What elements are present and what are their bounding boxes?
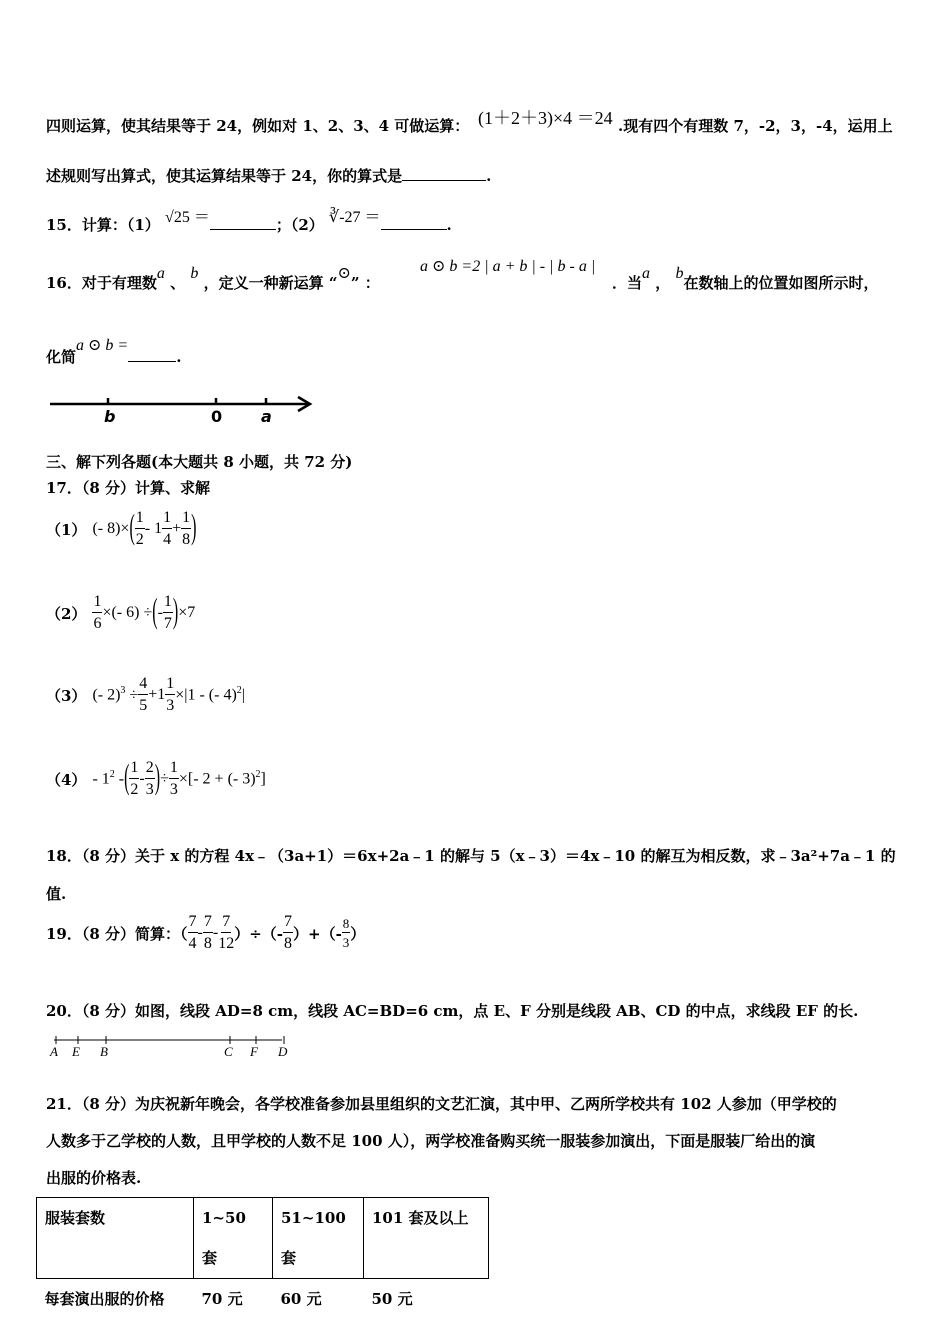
q14-line2 bbox=[46, 165, 491, 186]
point-label-D: D bbox=[278, 1044, 288, 1059]
q17-part2 bbox=[46, 594, 195, 632]
point-label-B: B bbox=[100, 1044, 108, 1059]
q19-end: ） bbox=[350, 924, 366, 943]
frac: $\frac{7}{12}$ bbox=[218, 913, 235, 952]
q20-text: 20．（8 分）如图，线段 AD=8 cm，线段 AC=BD=6 cm，点 E、F 分别是线段 AB、CD 的中点，求线段 EF 的长. bbox=[46, 1002, 859, 1020]
q19-label: 19．（8 分）简算：（ bbox=[46, 924, 188, 943]
var-a: a bbox=[156, 265, 165, 282]
odot-symbol: ⊙ bbox=[337, 265, 351, 282]
table-cell: 70 元 bbox=[201, 1290, 243, 1308]
frac: $\frac{1}{3}$ bbox=[169, 759, 178, 798]
q17-title: 17．（8 分）计算、求解 bbox=[46, 479, 211, 497]
close-paren: ) bbox=[154, 759, 161, 797]
q17-part4 bbox=[46, 760, 266, 798]
q16-line2 bbox=[46, 337, 182, 367]
price-table bbox=[36, 1197, 489, 1319]
plus-one: +1 bbox=[148, 686, 166, 703]
close-paren: ) bbox=[172, 593, 179, 631]
table-cell: 50 元 bbox=[371, 1290, 413, 1308]
table-cell: 60 元 bbox=[280, 1290, 322, 1308]
q16-dun: 、 bbox=[170, 274, 186, 292]
answer-blank[interactable] bbox=[128, 347, 176, 362]
q17-part1 bbox=[46, 510, 196, 548]
table-cell: 每套演出服的价格 bbox=[44, 1290, 165, 1308]
frac: $\frac{1}{8}$ bbox=[182, 509, 191, 548]
section-title: 三、解下列各题(本大题共 8 小题，共 72 分) bbox=[46, 453, 353, 471]
q16-comma: ， bbox=[655, 274, 671, 292]
q17-part3 bbox=[46, 676, 245, 714]
label-b: b bbox=[104, 407, 116, 426]
e1-mid: - 1 bbox=[144, 520, 163, 537]
e2-tail: ×7 bbox=[178, 604, 196, 621]
q14-line2-text: 述规则写出算式，使其运算结果等于 24，你的算式是 bbox=[46, 167, 403, 185]
e3-lead-group: (- 2)$^3$ ÷ bbox=[92, 685, 139, 704]
open-paren: ( bbox=[124, 759, 130, 797]
open-paren: ( bbox=[129, 509, 135, 547]
e3-tail-group: ×|1 - (- 4)$^2$| bbox=[175, 685, 245, 704]
e4-tail-group: ×[- 2 + (- 3)$^2$] bbox=[178, 769, 266, 788]
q16-label: 16．对于有理数 bbox=[46, 274, 157, 292]
q14-suffix: .现有四个有理数 7，-2，3，-4，运用上 bbox=[618, 117, 893, 135]
q14-example-expression: (1＋2＋3)×4 ＝24 bbox=[478, 108, 613, 128]
table-header-cell: 51~100 套 bbox=[273, 1198, 364, 1279]
table-row bbox=[37, 1279, 489, 1320]
answer-blank-1[interactable] bbox=[210, 215, 276, 230]
minus: - bbox=[139, 770, 145, 787]
q18-line1: 18．（8 分）关于 x 的方程 4x﹣（3a+1）＝6x+2a﹣1 的解与 5（x﹣3）＝4x﹣10 的解互为相反数，求﹣3a²+7a﹣1 的 bbox=[46, 847, 896, 865]
q16-period: . bbox=[176, 348, 182, 366]
q16-define-end: ” ： bbox=[350, 274, 380, 292]
e4-lead-group: - $1^2$ - bbox=[92, 769, 125, 788]
table-header-cell: 101 套及以上 bbox=[364, 1198, 489, 1279]
q19-mid2: ）+（- bbox=[293, 924, 342, 943]
e2-mid: ×(- 6) ÷ bbox=[102, 604, 153, 621]
frac: $\frac{4}{5}$ bbox=[139, 675, 148, 714]
table-header-cell: 1~50 套 bbox=[194, 1198, 273, 1279]
q14-prefix: 四则运算，使其结果等于 24，例如对 1、2、3、4 可做运算： bbox=[46, 117, 470, 135]
q16-define: ，定义一种新运算 “ bbox=[203, 274, 338, 292]
q18-line2: 值. bbox=[46, 885, 67, 903]
table-header-cell: 服装套数 bbox=[37, 1198, 194, 1279]
q16-formula: a ⊙ b =2 | a + b | - | b - a | bbox=[420, 258, 596, 275]
point-label-F: F bbox=[250, 1044, 258, 1059]
answer-blank[interactable] bbox=[402, 166, 486, 181]
q16-simplify: 化简 bbox=[46, 348, 77, 366]
table-row bbox=[37, 1198, 489, 1279]
var-b-2: b bbox=[675, 265, 684, 282]
var-a-2: a bbox=[642, 265, 651, 282]
part-label-3: （3） bbox=[46, 686, 87, 705]
frac: $\frac{8}{3}$ bbox=[342, 916, 350, 950]
e1-lead: (- 8)× bbox=[92, 520, 130, 537]
div: ÷ bbox=[160, 770, 169, 787]
q16-tail: 在数轴上的位置如图所示时， bbox=[683, 274, 879, 292]
minus: - bbox=[197, 924, 203, 941]
q19-mid: ）÷（- bbox=[234, 924, 283, 943]
q21-line1: 21．（8 分）为庆祝新年晚会，各学校准备参加县里组织的文艺汇演，其中甲、乙两所学校共有 102 人参加（甲学校的 bbox=[46, 1095, 837, 1113]
q15-label: 15．计算：（1） bbox=[46, 216, 160, 234]
q19 bbox=[46, 914, 365, 952]
part-label-1: （1） bbox=[46, 520, 87, 539]
neg: - bbox=[157, 604, 163, 621]
number-line bbox=[46, 390, 326, 426]
close-paren: ) bbox=[191, 509, 197, 547]
open-paren: ( bbox=[152, 593, 158, 631]
frac: $\frac{1}{6}$ bbox=[93, 593, 102, 632]
q16-line1 bbox=[46, 265, 380, 293]
q21-line2: 人数多于乙学校的人数，且甲学校的人数不足 100 人），两学校准备购买统一服装参加演出，下面是服装厂给出的演 bbox=[46, 1132, 816, 1150]
q14-line1 bbox=[46, 115, 469, 136]
q15-expr1: √25 ＝ bbox=[165, 209, 210, 226]
q15-expr2: ∛-27 ＝ bbox=[329, 209, 381, 226]
q16-when: ．当 bbox=[612, 274, 643, 292]
frac: $\frac{1}{4}$ bbox=[163, 509, 172, 548]
part-label-2: （2） bbox=[46, 604, 87, 623]
point-label-C: C bbox=[224, 1044, 233, 1059]
label-a: a bbox=[261, 407, 272, 426]
point-label-A: A bbox=[50, 1044, 58, 1059]
frac: $\frac{7}{8}$ bbox=[284, 913, 292, 952]
q16-line1-tail bbox=[612, 265, 879, 293]
frac: $\frac{1}{7}$ bbox=[163, 593, 172, 632]
segment-diagram bbox=[44, 1034, 304, 1060]
frac: $\frac{2}{3}$ bbox=[145, 759, 154, 798]
q21-line3: 出服的价格表. bbox=[46, 1169, 142, 1187]
frac: $\frac{1}{2}$ bbox=[135, 509, 144, 548]
point-label-E: E bbox=[72, 1044, 80, 1059]
q14-period: . bbox=[486, 167, 492, 185]
frac: $\frac{1}{2}$ bbox=[130, 759, 139, 798]
part-label-4: （4） bbox=[46, 770, 87, 789]
minus: - bbox=[212, 924, 219, 941]
q16-expr: a ⊙ b = bbox=[76, 337, 129, 354]
plus: + bbox=[172, 520, 182, 537]
frac: $\frac{7}{8}$ bbox=[203, 913, 212, 952]
var-b: b bbox=[190, 265, 199, 282]
q15 bbox=[46, 209, 452, 235]
q15-period: . bbox=[446, 216, 452, 234]
answer-blank-2[interactable] bbox=[381, 215, 447, 230]
frac: $\frac{1}{3}$ bbox=[166, 675, 175, 714]
frac: $\frac{7}{4}$ bbox=[188, 913, 197, 952]
q15-sep: ；（2） bbox=[275, 216, 324, 234]
label-zero: 0 bbox=[211, 407, 223, 426]
